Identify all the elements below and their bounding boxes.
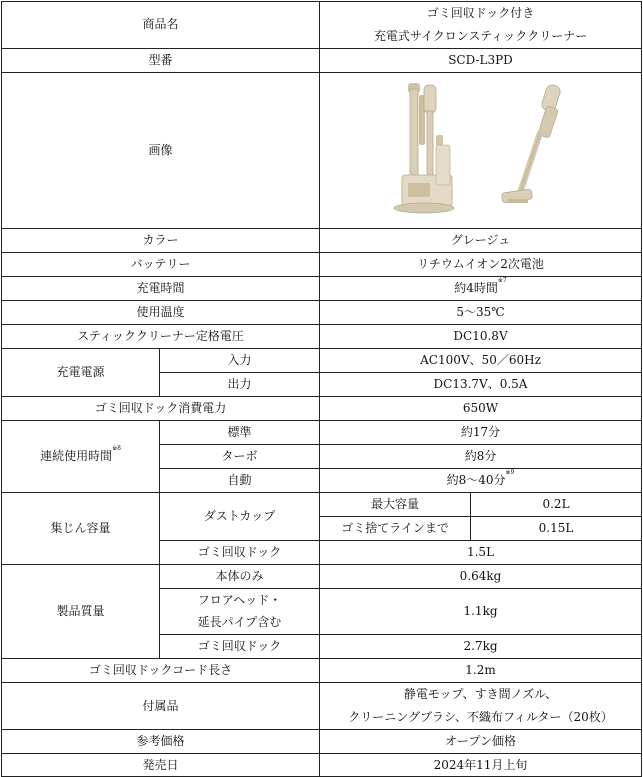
value-cord: 1.2m <box>320 659 642 683</box>
product-name-line1: ゴミ回収ドック付き <box>426 6 535 20</box>
value-temperature: 5～35℃ <box>320 300 642 324</box>
value-release: 2024年11月上旬 <box>320 753 642 777</box>
row-price <box>2 729 642 753</box>
value-model: SCD-L3PD <box>320 48 642 72</box>
row-color <box>2 228 642 252</box>
weight-head-line2: 延長パイプ含む <box>197 615 282 630</box>
runtime-auto-value: 約8～40分 <box>446 472 506 487</box>
value-runtime-standard: 約17分 <box>320 420 642 444</box>
value-weight-dock: 2.7kg <box>320 635 642 659</box>
row-rated-voltage <box>2 324 642 348</box>
label-product-name: 商品名 <box>2 2 320 49</box>
value-capacity-max: 0.2L <box>471 492 642 516</box>
vacuum-with-dock-icon <box>394 83 454 213</box>
stick-vacuum-icon <box>501 84 561 204</box>
vacuum-illustration <box>324 75 643 225</box>
value-product-name <box>320 2 642 49</box>
row-model <box>2 48 642 72</box>
value-runtime-auto <box>320 468 642 492</box>
label-cord: ゴミ回収ドックコード長さ <box>2 659 320 683</box>
label-capacity-line: ゴミ捨てラインまで <box>320 516 471 540</box>
label-battery: バッテリー <box>2 252 320 276</box>
label-runtime-auto: 自動 <box>160 468 320 492</box>
label-capacity: 集じん容量 <box>2 492 160 564</box>
accessories-line2: クリーニングブラシ、不織布フィルター（20枚） <box>348 709 613 724</box>
row-cord <box>2 659 642 683</box>
spec-table <box>1 1 642 777</box>
product-name-line2: 充電式サイクロンスティッククリーナー <box>373 28 588 43</box>
value-rated-voltage: DC10.8V <box>320 324 642 348</box>
row-capacity-max <box>2 492 642 516</box>
value-charge-input: AC100V、50／60Hz <box>320 348 642 372</box>
weight-head-line1: フロアヘッド・ <box>197 592 282 607</box>
label-price: 参考価格 <box>2 729 320 753</box>
runtime-label: 連続使用時間 <box>40 448 113 463</box>
value-accessories <box>320 683 642 730</box>
label-release: 発売日 <box>2 753 320 777</box>
value-charge-time <box>320 276 642 300</box>
row-weight-body <box>2 564 642 588</box>
row-image <box>2 72 642 228</box>
row-runtime-standard <box>2 420 642 444</box>
row-charge-input <box>2 348 642 372</box>
label-image: 画像 <box>2 72 320 228</box>
label-capacity-max: 最大容量 <box>320 492 471 516</box>
value-weight-body: 0.64kg <box>320 564 642 588</box>
label-rated-voltage: スティッククリーナー定格電圧 <box>2 324 320 348</box>
charge-time-value: 約4時間 <box>454 280 498 295</box>
label-temperature: 使用温度 <box>2 300 320 324</box>
value-weight-head: 1.1kg <box>320 588 642 635</box>
label-dustcup: ダストカップ <box>160 492 320 540</box>
runtime-note: ※8 <box>112 444 121 452</box>
value-dock-power: 650W <box>320 396 642 420</box>
label-runtime-standard: 標準 <box>160 420 320 444</box>
label-model: 型番 <box>2 48 320 72</box>
row-release <box>2 753 642 777</box>
value-color: グレージュ <box>320 228 642 252</box>
charge-time-note: ※7 <box>497 276 507 284</box>
row-temperature <box>2 300 642 324</box>
value-battery: リチウムイオン2次電池 <box>320 252 642 276</box>
accessories-line1: 静電モップ、すき間ノズル、 <box>403 687 558 702</box>
label-runtime-turbo: ターボ <box>160 444 320 468</box>
value-runtime-turbo: 約8分 <box>320 444 642 468</box>
label-weight: 製品質量 <box>2 564 160 659</box>
row-accessories <box>2 683 642 730</box>
product-image <box>320 72 642 228</box>
label-charge-output: 出力 <box>160 372 320 396</box>
value-capacity-dock: 1.5L <box>320 540 642 564</box>
label-capacity-dock: ゴミ回収ドック <box>160 540 320 564</box>
value-price: オープン価格 <box>320 729 642 753</box>
label-weight-body: 本体のみ <box>160 564 320 588</box>
value-charge-output: DC13.7V、0.5A <box>320 372 642 396</box>
row-dock-power <box>2 396 642 420</box>
row-battery <box>2 252 642 276</box>
label-charge-power: 充電電源 <box>2 348 160 396</box>
runtime-auto-note: ※9 <box>505 468 515 476</box>
value-capacity-line: 0.15L <box>471 516 642 540</box>
label-runtime <box>2 420 160 492</box>
label-weight-head <box>160 588 320 635</box>
label-weight-dock: ゴミ回収ドック <box>160 635 320 659</box>
label-accessories: 付属品 <box>2 683 320 730</box>
label-charge-input: 入力 <box>160 348 320 372</box>
label-charge-time: 充電時間 <box>2 276 320 300</box>
row-charge-time <box>2 276 642 300</box>
label-color: カラー <box>2 228 320 252</box>
label-dock-power: ゴミ回収ドック消費電力 <box>2 396 320 420</box>
row-product-name <box>2 2 642 49</box>
